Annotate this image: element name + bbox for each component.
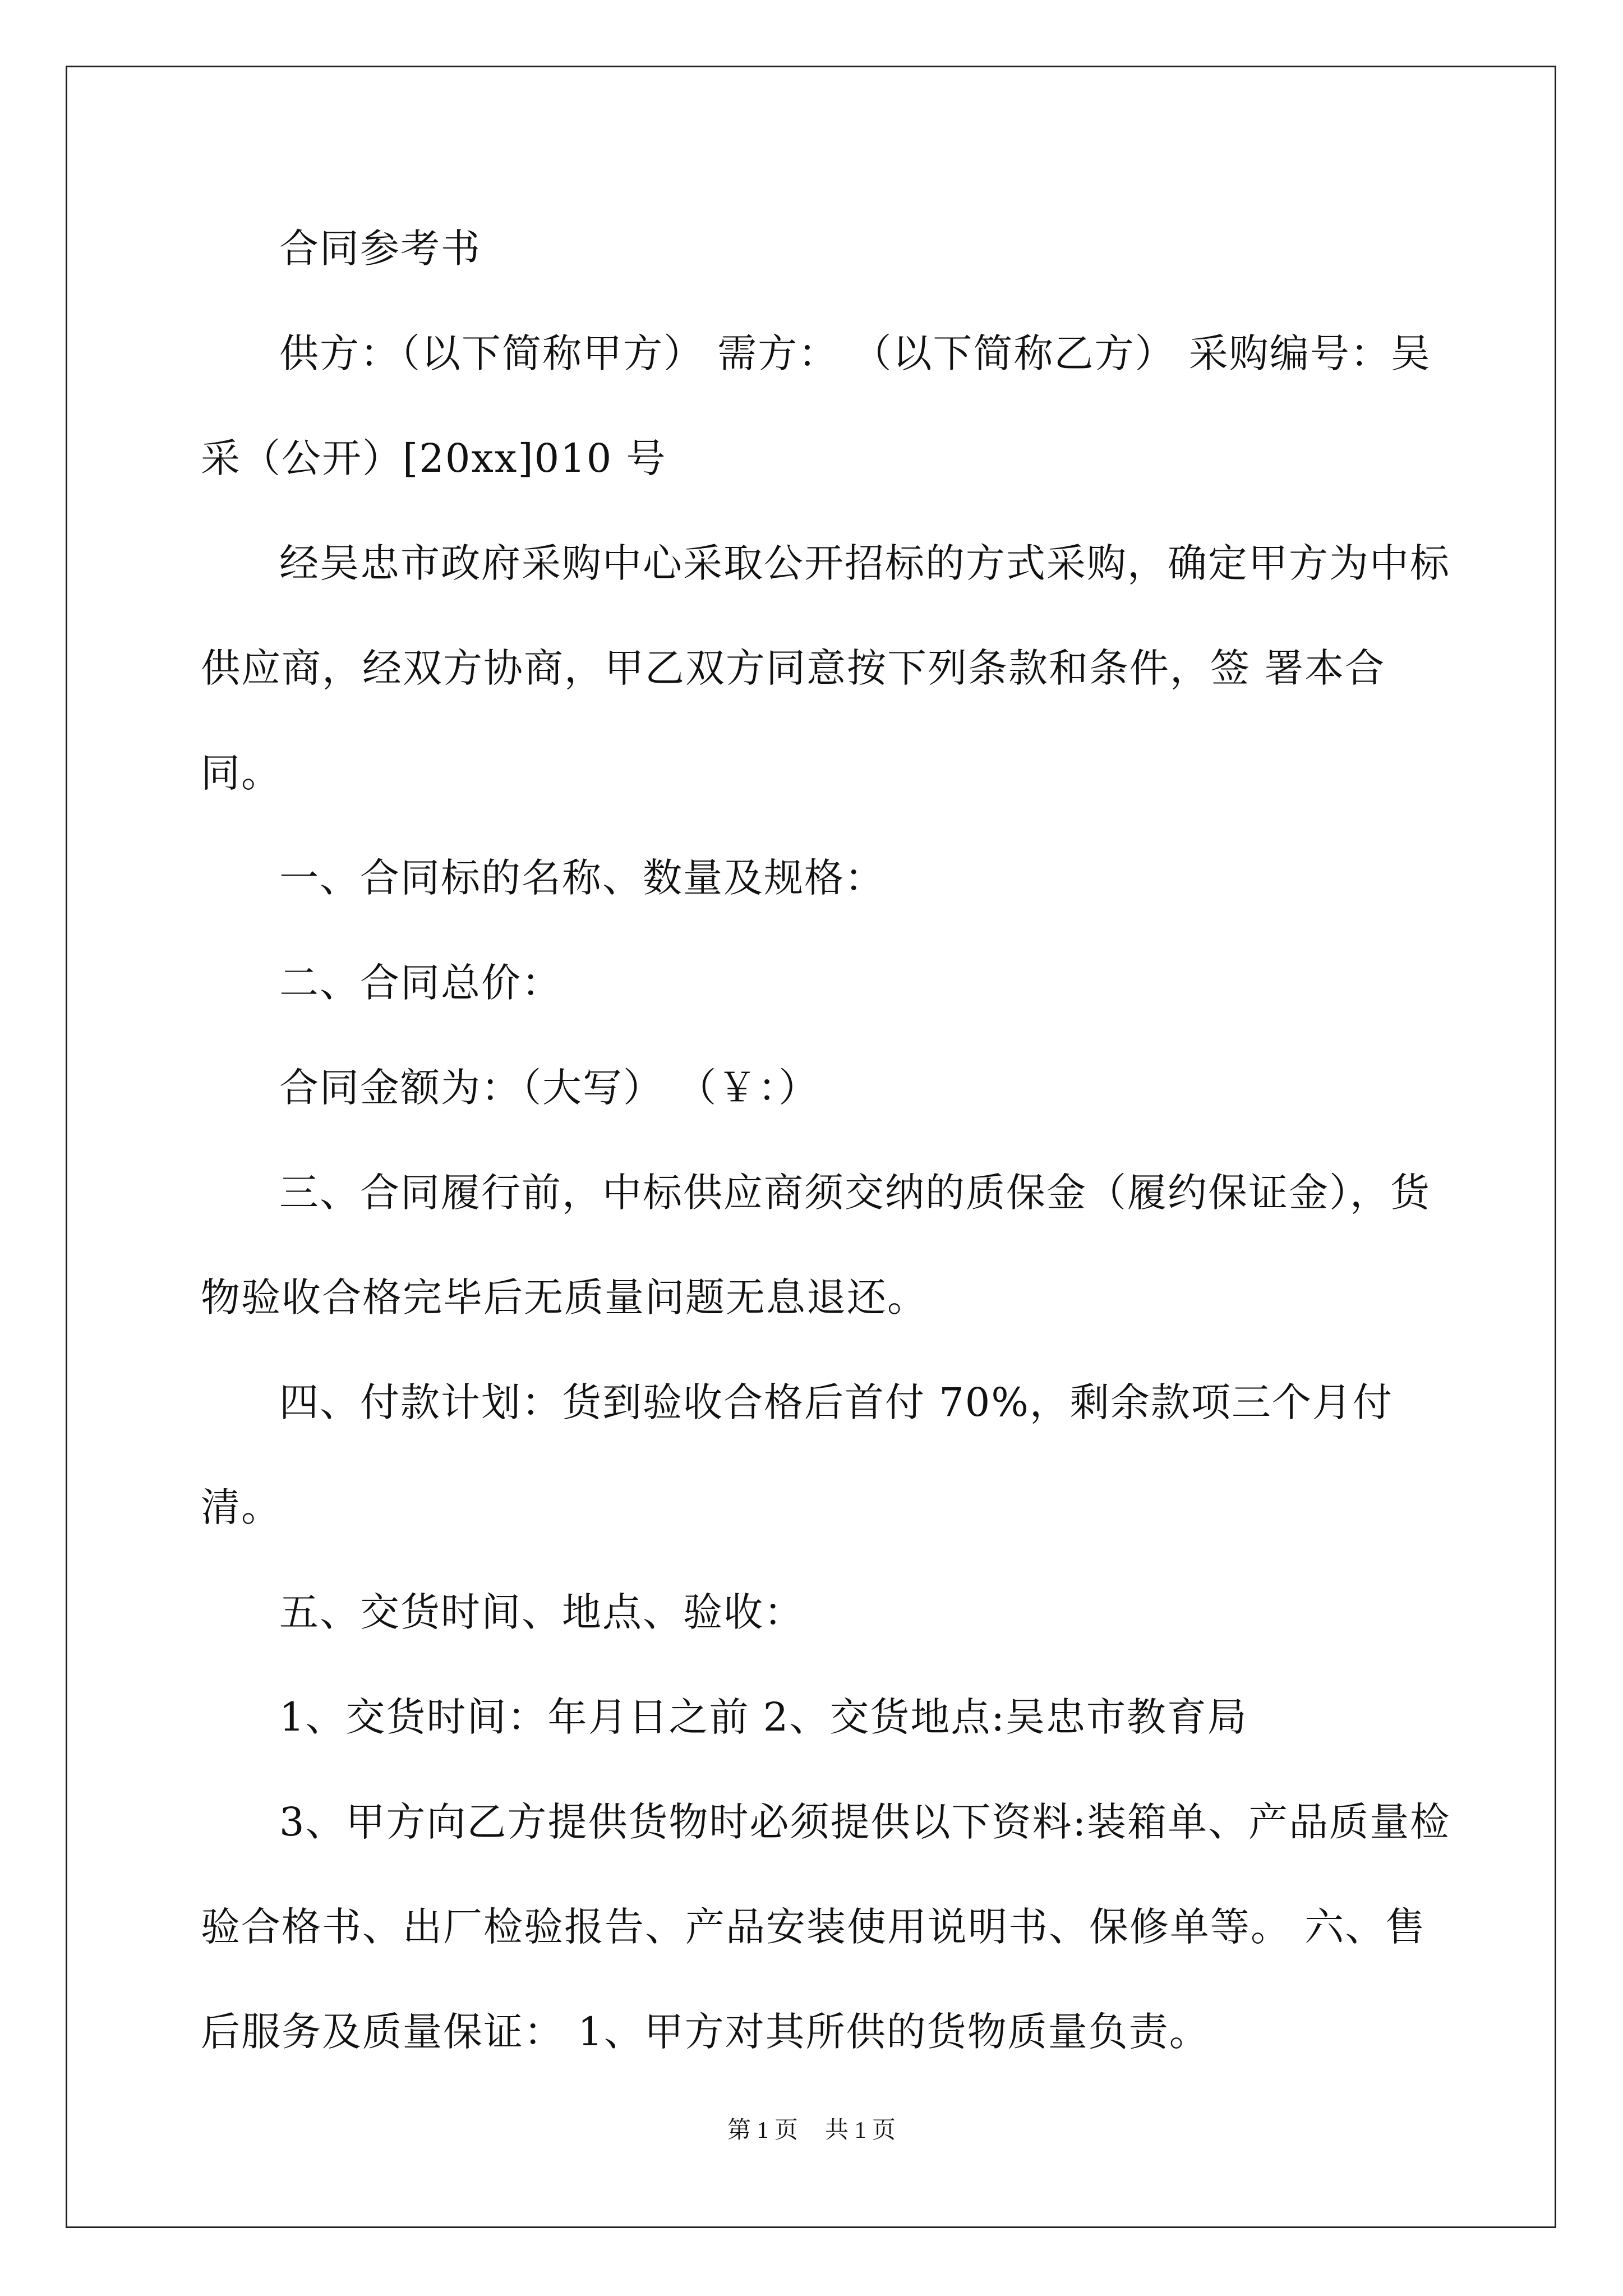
document-title: 合同参考书 <box>279 226 481 272</box>
page-number: 第 1 页 <box>727 2118 798 2143</box>
delivery-documents-paragraph: 3、甲方向乙方提供货物时必须提供以下资料:装箱单、产品质量检验合格书、出厂检验报告、产品安装使用说明书、保修单等。 六、售后服务及质量保证： 1、甲方对其所供的货物质量负责。 <box>201 1799 1451 2055</box>
delivery-time-place: 1、交货时间：年月日之前 2、交货地点:吴忠市教育局 <box>279 1694 1248 1740</box>
section-1-heading: 一、合同标的名称、数量及规格： <box>279 855 885 901</box>
section-5-heading: 五、交货时间、地点、验收： <box>279 1589 804 1635</box>
section-3-paragraph: 三、合同履行前，中标供应商须交纳的质保金（履约保证金），货物验收合格完毕后无质量问题无息退还。 <box>201 1170 1431 1320</box>
section-4-paragraph: 四、付款计划：货到验收合格后首付 70%，剩余款项三个月付清。 <box>201 1379 1393 1530</box>
section-2-heading: 二、合同总价： <box>279 960 562 1006</box>
document-body <box>201 196 1457 2085</box>
parties-paragraph: 供方：（以下简称甲方） 需方： （以下简称乙方） 采购编号：吴采（公开）[20xx]010 号 <box>201 330 1431 481</box>
contract-amount: 合同金额为：（大写） （￥：） <box>279 1065 819 1111</box>
page-footer <box>0 2114 1623 2147</box>
page-total: 共 1 页 <box>825 2118 896 2143</box>
intro-paragraph: 经吴忠市政府采购中心采取公开招标的方式采购，确定甲方为中标供应商，经双方协商，甲乙双方同意按下列条款和条件，签 署本合同。 <box>201 540 1450 796</box>
